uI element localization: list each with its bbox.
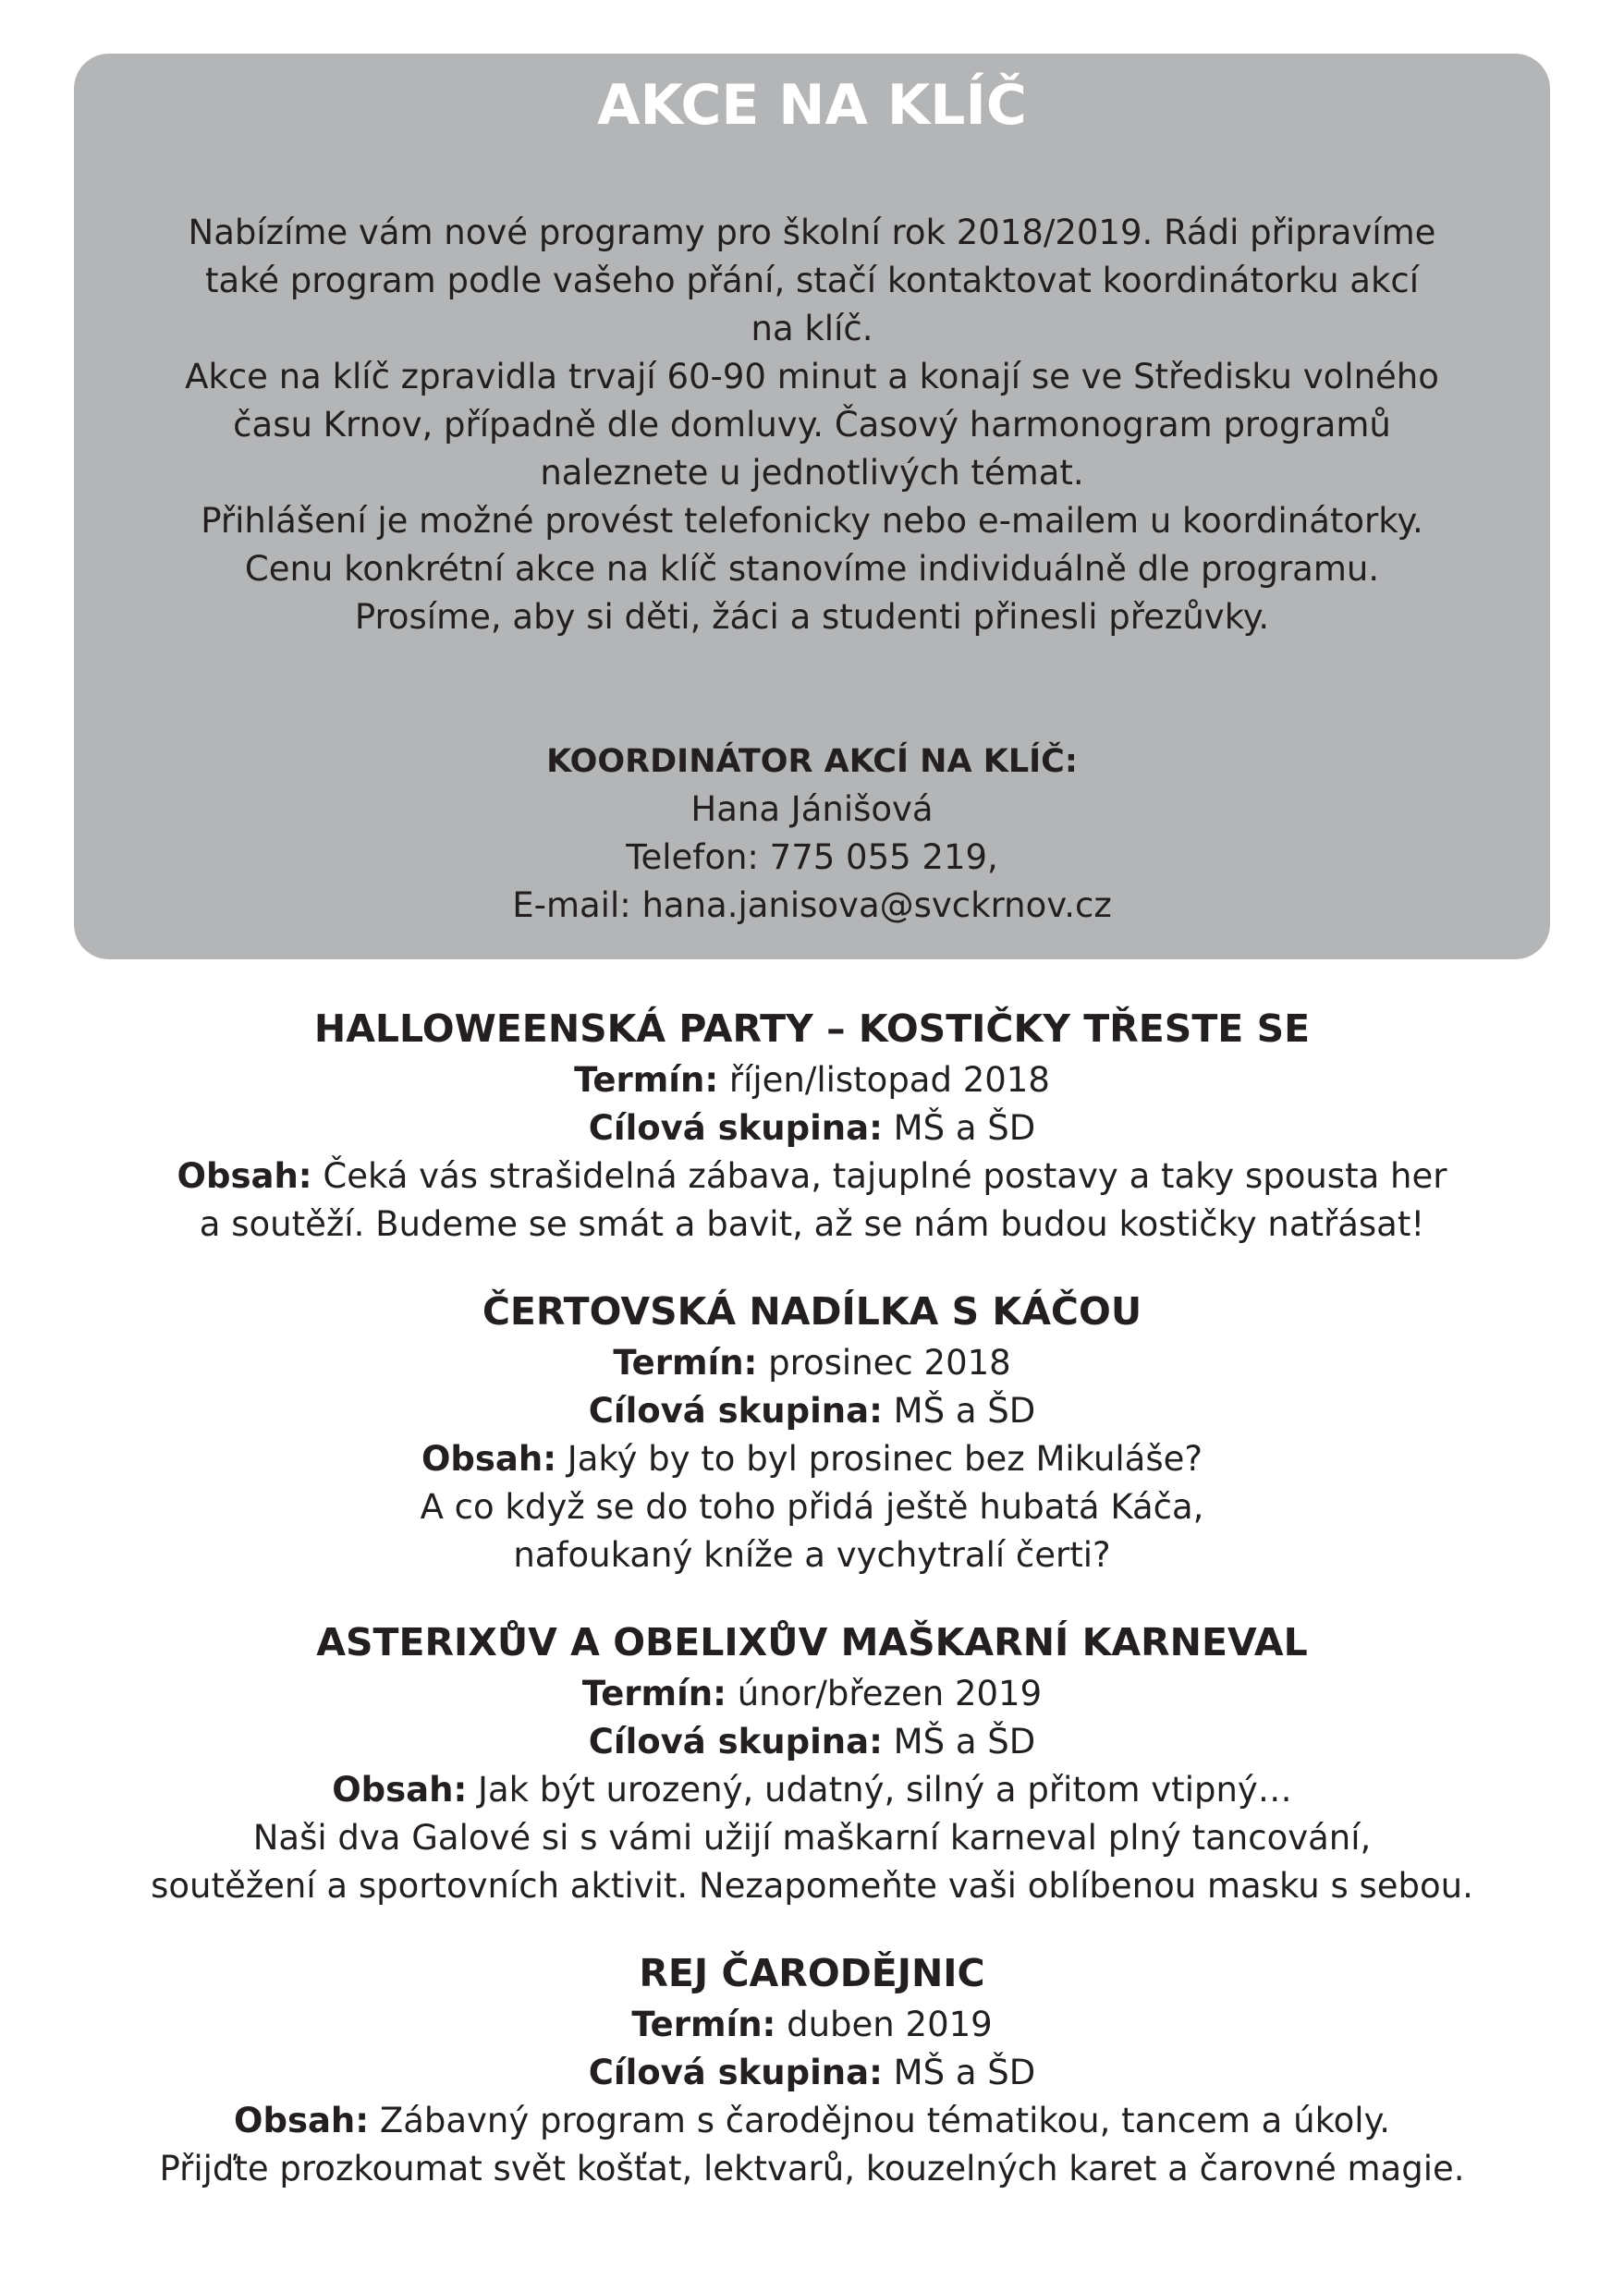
content-line: A co když se do toho přidá ještě hubatá Káča, <box>420 1487 1204 1527</box>
term-value: říjen/listopad 2018 <box>728 1060 1050 1100</box>
group-label: Cílová skupina: <box>588 2053 883 2092</box>
coordinator-heading: KOORDINÁTOR AKCÍ NA KLÍČ: <box>546 743 1078 780</box>
term-label: Termín: <box>631 2005 776 2044</box>
group-label: Cílová skupina: <box>588 1108 883 1148</box>
content-line: a soutěží. Budeme se smát a bavit, až se nám budou kostičky natřásat! <box>199 1204 1425 1244</box>
intro-line: Akce na klíč zpravidla trvají 60-90 minut a konají se ve Středisku volného <box>185 357 1439 396</box>
event-term <box>28 2001 1596 2049</box>
intro-line: Nabízíme vám nové programy pro školní rok 2018/2019. Rádi připravíme <box>188 213 1436 252</box>
event-term <box>28 1339 1596 1387</box>
event-term <box>28 1056 1596 1104</box>
coordinator-block <box>111 738 1513 930</box>
content-label: Obsah: <box>421 1439 557 1479</box>
group-value: MŠ a ŠD <box>893 2053 1036 2092</box>
event-item <box>28 1001 1596 1249</box>
content-label: Obsah: <box>234 2101 370 2140</box>
content-value: Jaký by to byl prosinec bez Mikuláše? <box>567 1439 1203 1479</box>
term-value: duben 2019 <box>787 2005 993 2044</box>
info-box <box>74 54 1550 959</box>
event-content <box>28 1766 1596 1814</box>
content-line: nafoukaný kníže a vychytralí čerti? <box>513 1535 1111 1575</box>
event-title: ČERTOVSKÁ NADÍLKA S KÁČOU <box>482 1289 1142 1334</box>
group-value: MŠ a ŠD <box>893 1722 1036 1762</box>
intro-line: Cenu konkrétní akce na klíč stanovíme individuálně dle programu. <box>244 549 1380 589</box>
term-label: Termín: <box>581 1674 727 1713</box>
event-content <box>28 1152 1596 1201</box>
intro-text <box>129 209 1495 641</box>
content-value: Zábavný program s čarodějnou tématikou, tancem a úkoly. <box>379 2101 1390 2140</box>
content-value: Čeká vás strašidelná zábava, tajuplné postavy a taky spousta her <box>323 1156 1447 1196</box>
content-line: Naši dva Galové si s vámi užijí maškarní karneval plný tancování, <box>252 1818 1372 1858</box>
coordinator-name: Hana Jánišová <box>690 789 934 829</box>
intro-line: času Krnov, případně dle domluvy. Časový harmonogram programů <box>233 405 1391 445</box>
event-item <box>28 1945 1596 2193</box>
event-content <box>28 1435 1596 1483</box>
event-group <box>28 1387 1596 1435</box>
group-value: MŠ a ŠD <box>893 1108 1036 1148</box>
content-line: Přijďte prozkoumat svět košťat, lektvarů, kouzelných karet a čarovné magie. <box>159 2149 1465 2188</box>
content-label: Obsah: <box>177 1156 312 1196</box>
event-item <box>28 1284 1596 1579</box>
term-label: Termín: <box>574 1060 719 1100</box>
event-title: REJ ČARODĚJNIC <box>639 1951 985 1995</box>
intro-line: také program podle vašeho přání, stačí kontaktovat koordinátorku akcí <box>204 261 1420 300</box>
content-label: Obsah: <box>332 1770 468 1810</box>
intro-line: na klíč. <box>751 309 873 348</box>
event-group <box>28 1718 1596 1766</box>
event-term <box>28 1670 1596 1718</box>
intro-line: Prosíme, aby si děti, žáci a studenti přinesli přezůvky. <box>354 597 1270 637</box>
page-title: AKCE NA KLÍČ <box>597 73 1027 138</box>
event-group <box>28 1104 1596 1152</box>
coordinator-email: E-mail: hana.janisova@svckrnov.cz <box>512 885 1112 925</box>
group-label: Cílová skupina: <box>588 1391 883 1431</box>
event-title: ASTERIXŮV A OBELIXŮV MAŠKARNÍ KARNEVAL <box>316 1620 1308 1664</box>
events-list <box>28 1001 1596 2193</box>
event-title: HALLOWEENSKÁ PARTY – KOSTIČKY TŘESTE SE <box>313 1006 1311 1051</box>
term-value: únor/březen 2019 <box>737 1674 1043 1713</box>
term-value: prosinec 2018 <box>768 1343 1011 1383</box>
content-value: Jak být urozený, udatný, silný a přitom vtipný… <box>478 1770 1292 1810</box>
group-label: Cílová skupina: <box>588 1722 883 1762</box>
intro-line: Přihlášení je možné provést telefonicky nebo e-mailem u koordinátorky. <box>201 501 1423 541</box>
event-group <box>28 2049 1596 2097</box>
intro-line: naleznete u jednotlivých témat. <box>540 453 1084 493</box>
content-line: soutěžení a sportovních aktivit. Nezapomeňte vaši oblíbenou masku s sebou. <box>151 1866 1473 1906</box>
group-value: MŠ a ŠD <box>893 1391 1036 1431</box>
event-content <box>28 2097 1596 2145</box>
coordinator-phone: Telefon: 775 055 219, <box>626 837 998 877</box>
event-item <box>28 1615 1596 1910</box>
term-label: Termín: <box>613 1343 758 1383</box>
